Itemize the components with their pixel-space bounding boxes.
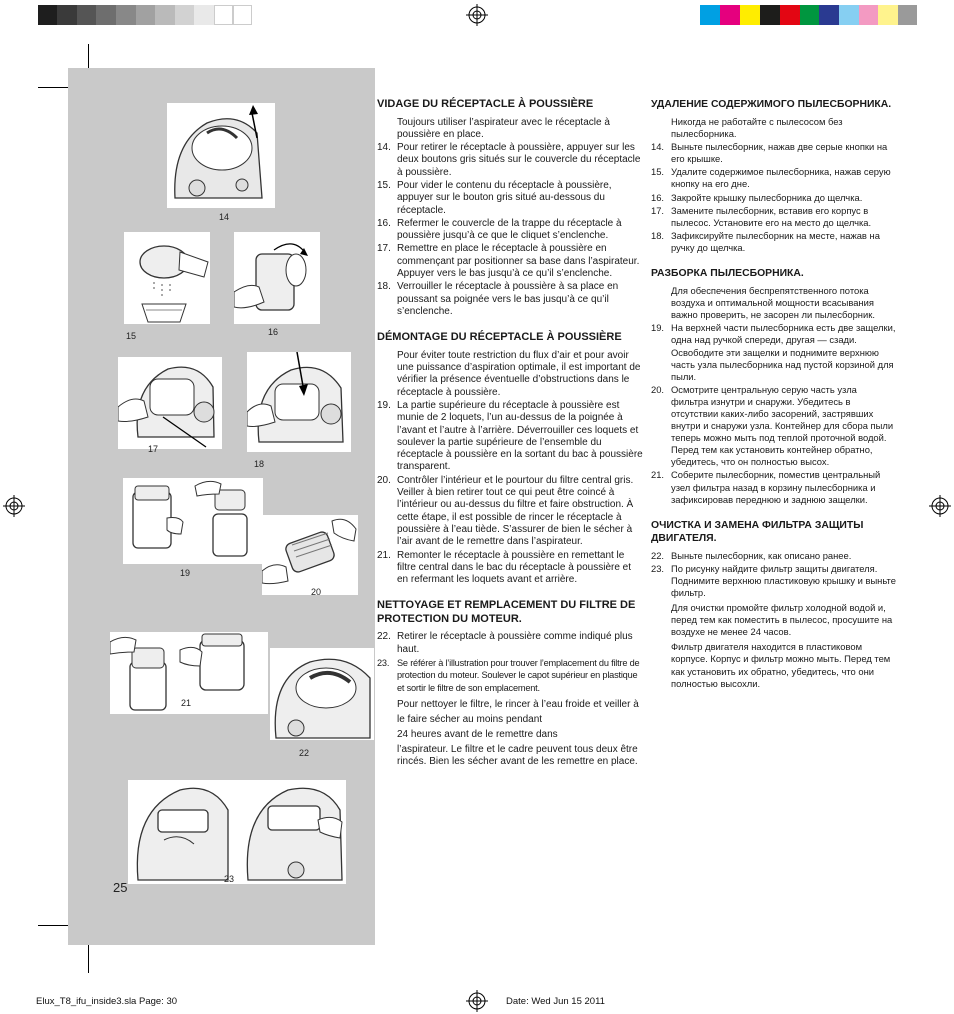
item-text: Contrôler l’intérieur et le pourtour du filtre central gris. Veiller à bien retirer tout ce qui peut être coincé à l’intérieur ou au-dessus du filtre et faire obstruction. À cette étape, il est possible de rincer le réceptacle à poussière à l’eau tiède. S’assurer de bien le sécher à l’air avant de le remettre dans l’aspirateur.: [397, 474, 634, 548]
item-text: На верхней части пылесборника есть две защелки, одна над ручкой спереди, другая — сзади. Освободите эти защелки и поднимите верхнюю часть узла пылесборника над пустой корзиной для пыли.: [671, 322, 896, 382]
item-number: 23.: [651, 562, 665, 574]
gray-swatch: [38, 5, 57, 25]
item-number: 17.: [651, 204, 665, 216]
item-number: 16.: [651, 191, 665, 203]
section-heading: VIDAGE DU RÉCEPTACLE À POUSSIÈRE: [377, 98, 594, 110]
item-text: Remettre en place le réceptacle à poussière en commençant par positionner sa base dans l’aspirateur. Appuyer vers le bas jusqu’à ce qu’il s’enclenche.: [397, 243, 640, 280]
green-swatch: [800, 5, 819, 25]
figure-number: 19: [180, 568, 191, 578]
list-item: [651, 205, 896, 229]
figure-23-illustration: [128, 780, 346, 884]
list-item: [377, 180, 643, 217]
magenta-swatch: [720, 5, 740, 25]
item-number: 20.: [651, 383, 665, 395]
section-heading: ОЧИСТКА И ЗАМЕНА ФИЛЬТРА ЗАЩИТЫ ДВИГАТЕЛЯ.: [651, 519, 864, 544]
figure-number: 23: [224, 874, 235, 884]
item-number: 21.: [377, 549, 391, 561]
list-item: [651, 469, 896, 505]
item-text: Зафиксируйте пылесборник на месте, нажав на ручку до щелчка.: [671, 229, 880, 253]
list-item: [651, 230, 896, 254]
item-text: Se référer à l’illustration pour trouver l’emplacement du filtre de protection du moteur. Soulever le capot supérieur en plastique et sortir le filtre de son emplacement.: [397, 657, 640, 693]
item-text: Замените пылесборник, вставив его корпус в пылесос. Установите его на место до щелчка.: [671, 204, 872, 228]
section-heading: DÉMONTAGE DU RÉCEPTACLE À POUSSIÈRE: [377, 331, 622, 344]
item-number: 14.: [651, 141, 665, 153]
item-text: La partie supérieure du réceptacle à poussière est munie de 2 loquets, l’un au-dessus de la poignée à l’avant et l’autre à l’arrière. Déverrouiller ces loquets et soulever la partie supérieure de l’ensemble du réceptacle à poussière en la sortant du bac à poussière transparent.: [397, 399, 643, 473]
item-number: 16.: [377, 217, 391, 229]
figure-22-illustration: [270, 648, 374, 740]
gray-swatch: [155, 5, 175, 25]
item-text: Выньте пылесборник, нажав две серые кнопки на его крышке.: [671, 141, 888, 165]
gray-swatch: [233, 5, 252, 25]
page-number: 25: [113, 880, 128, 895]
cyan-swatch: [700, 5, 720, 25]
figure-15-illustration: [124, 232, 210, 324]
item-number: 15.: [377, 179, 391, 191]
intro-paragraph: Pour éviter toute restriction du flux d’air et pour avoir une puissance d’aspiration optimale, il est important de vérifier la présence éventuelle d’obstructions dans le réceptacle à poussière.: [397, 349, 641, 398]
figure-number: 16: [268, 327, 279, 337]
gray-swatch: [214, 5, 233, 25]
figure-number: 18: [254, 459, 265, 469]
gray-swatch: [898, 5, 917, 25]
registration-mark-icon: [466, 990, 488, 1012]
list-item: [377, 281, 643, 318]
figure-number: 21: [181, 698, 192, 708]
figure-19-illustration: [123, 478, 263, 564]
figure-14-illustration: [167, 103, 275, 208]
list-item: [651, 563, 896, 599]
figure-20-illustration: [262, 515, 358, 595]
list-item: [377, 657, 643, 695]
red-swatch: [780, 5, 800, 25]
item-text: Pour retirer le réceptacle à poussière, appuyer sur les deux boutons gris situés sur le couvercle du réceptacle à poussière.: [397, 142, 641, 178]
item-number: 23.: [377, 657, 390, 668]
french-column: [377, 98, 643, 770]
continuation-paragraph: Pour nettoyer le filtre, le rincer à l’eau froide et veiller à le faire sécher au moins pendant: [397, 699, 639, 726]
item-number: 21.: [651, 469, 665, 481]
figure-17-illustration: [118, 357, 222, 449]
item-text: Осмотрите центральную серую часть узла фильтра изнутри и снаружи. Убедитесь в отсутствии каких-либо засорений, застрявших внутри и снаружи узла. Контейнер для сбора пыли теперь можно мыть под теплой проточной водой. Перед тем как установить контейнер обратно, убедитесь, что он полностью высох.: [671, 383, 894, 468]
continuation-paragraph: 24 heures avant de le remettre dans: [397, 729, 558, 741]
item-number: 17.: [377, 243, 391, 255]
figure-number: 22: [299, 748, 310, 758]
figure-number: 20: [311, 587, 322, 597]
intro-paragraph: Для обеспечения беспрепятственного потока воздуха и оптимальной мощности всасывания важно проверить, не засорен ли пылесборник.: [671, 285, 875, 321]
yellow-swatch: [740, 5, 760, 25]
list-item: [651, 192, 896, 204]
section-heading: РАЗБОРКА ПЫЛЕСБОРНИКА.: [651, 268, 804, 280]
item-text: По рисунку найдите фильтр защиты двигателя. Поднимите верхнюю пластиковую крышку и выньте фильтр.: [671, 562, 896, 598]
item-number: 15.: [651, 166, 665, 178]
item-number: 18.: [651, 229, 665, 241]
pink-swatch: [859, 5, 878, 25]
figure-16-illustration: [234, 232, 320, 324]
item-number: 22.: [651, 549, 665, 561]
light-cyan-swatch: [839, 5, 859, 25]
gray-swatch: [57, 5, 77, 25]
list-item: [377, 142, 643, 179]
gray-swatch: [77, 5, 96, 25]
item-text: Verrouiller le réceptacle à poussière à sa place en poussant sa poignée vers le bas jusqu’à ce qu’il s’enclenche.: [397, 281, 619, 317]
item-text: Выньте пылесборник, как описано ранее.: [671, 549, 852, 561]
blue-swatch: [819, 5, 839, 25]
continuation-paragraph: Для очистки промойте фильтр холодной водой и, перед тем как поместить в пылесос, просушите на воздухе не менее 24 часов.: [671, 602, 893, 638]
item-text: Pour vider le contenu du réceptacle à poussière, appuyer sur le bouton gris situé au-dessous du réceptacle.: [397, 179, 612, 216]
russian-column: [651, 98, 896, 692]
intro-paragraph: Toujours utiliser l’aspirateur avec le réceptacle à poussière en place.: [397, 116, 610, 140]
item-number: 18.: [377, 281, 391, 293]
item-text: Соберите пылесборник, поместив центральный узел фильтра назад в корзину пылесборника и зафиксировав переднюю и заднюю защелки.: [671, 469, 881, 505]
registration-mark-icon: [3, 495, 25, 517]
figure-number: 14: [219, 212, 230, 222]
item-number: 20.: [377, 474, 391, 486]
gray-swatch: [116, 5, 136, 25]
continuation-paragraph: l’aspirateur. Le filtre et le cadre peuvent tous deux être rincés. Bien les sécher avant de les remettre en place.: [397, 743, 638, 768]
item-number: 19.: [377, 399, 391, 411]
figure-18-illustration: [247, 352, 351, 452]
item-number: 14.: [377, 142, 391, 154]
continuation-paragraph: Фильтр двигателя находится в пластиковом корпусе. Корпус и фильтр можно мыть. Перед тем как установить их обратно, убедитесь, что они полностью высохли.: [671, 641, 891, 689]
gray-swatch: [136, 5, 155, 25]
gray-swatch: [175, 5, 194, 25]
item-text: Retirer le réceptacle à poussière comme indiqué plus haut.: [397, 631, 633, 655]
intro-paragraph: Никогда не работайте с пылесосом без пылесборника.: [671, 116, 843, 140]
gray-swatch: [96, 5, 116, 25]
list-item: [651, 141, 896, 165]
gray-swatch: [194, 5, 214, 25]
list-item: [377, 400, 643, 474]
section-heading: NETTOYAGE ET REMPLACEMENT DU FILTRE DE PROTECTION DU MOTEUR.: [377, 599, 636, 625]
item-number: 19.: [651, 322, 665, 334]
list-item: [651, 322, 896, 382]
item-number: 22.: [377, 631, 391, 643]
item-text: Удалите содержимое пылесборника, нажав серую кнопку на его дне.: [671, 166, 891, 190]
figure-number: 17: [148, 444, 159, 454]
section-heading: УДАЛЕНИЕ СОДЕРЖИМОГО ПЫЛЕСБОРНИКА.: [651, 99, 892, 110]
list-item: [377, 550, 643, 587]
list-item: [377, 475, 643, 549]
list-item: [651, 166, 896, 190]
list-item: [651, 550, 896, 562]
list-item: [377, 218, 643, 243]
list-item: [651, 384, 896, 469]
footer-date: Date: Wed Jun 15 2011: [506, 996, 605, 1007]
footer-filename: Elux_T8_ifu_inside3.sla Page: 30: [36, 996, 178, 1007]
list-item: [377, 631, 643, 656]
black-swatch: [760, 5, 780, 25]
item-text: Refermer le couvercle de la trappe du réceptacle à poussière jusqu’à ce que le cliquet s’enclenche.: [397, 217, 622, 242]
figure-number: 15: [126, 331, 137, 341]
list-item: [377, 243, 643, 280]
item-text: Remonter le réceptacle à poussière en remettant le filtre central dans le bac du réceptacle à poussière et en refermant les loquets avant et arrière.: [397, 549, 632, 586]
light-yellow-swatch: [878, 5, 898, 25]
registration-mark-icon: [929, 495, 951, 517]
item-text: Закройте крышку пылесборника до щелчка.: [671, 191, 863, 203]
registration-mark-icon: [466, 4, 488, 26]
